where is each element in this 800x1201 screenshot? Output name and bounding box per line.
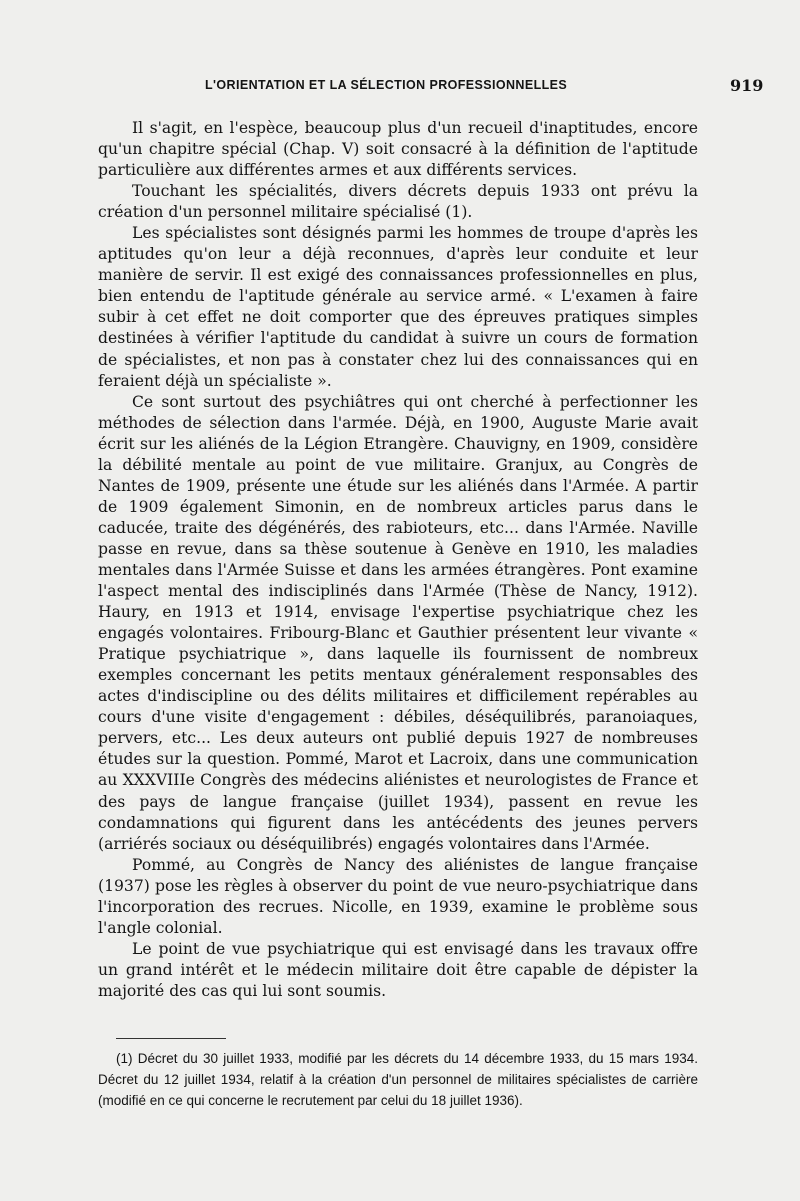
- paragraph: Le point de vue psychiatrique qui est envisagé dans les travaux offre un grand intérêt et le médecin militaire doit être capable de dépister la majorité des cas qui lui sont soumis.: [98, 939, 698, 1000]
- page-number: 919: [730, 76, 764, 95]
- paragraph: Ce sont surtout des psychiâtres qui ont cherché à perfectionner les méthodes de sélection dans l'armée. Déjà, en 1900, Auguste Marie avait écrit sur les aliénés de la Légion Etrangère. Chauvigny, en 1909, considère la débilité mentale au point de vue militaire. Granjux, au Congrès de Nantes de 1909, présente une étude sur les aliénés dans l'Armée. A partir de 1909 également Simonin, en de nombreux articles parus dans le caducée, traite des dégénérés, des rabioteurs, etc... dans l'Armée. Naville passe en revue, dans sa thèse soutenue à Genève en 1910, les maladies mentales dans l'Armée Suisse et dans les armées étrangères. Pont examine l'aspect mental des indisciplinés dans l'Armée (Thèse de Nancy, 1912). Haury, en 1913 et 1914, envisage l'expertise psychiatrique chez les engagés volontaires. Fribourg-Blanc et Gauthier présentent leur vivante « Pratique psychiatrique », dans laquelle ils fournissent de nombreux exemples concernant les petits mentaux généralement responsables des actes d'indiscipline ou des délits militaires et difficilement repérables au cours d'une visite d'engagement : débiles, déséquilibrés, paranoiaques, pervers, etc... Les deux auteurs ont publié depuis 1927 de nombreuses études sur la question. Pommé, Marot et Lacroix, dans une communication au XXXVIIIe Congrès des médecins aliénistes et neurologistes de France et des pays de langue française (juillet 1934), passent en revue les condamnations qui figurent dans les antécédents des jeunes pervers (arriérés sociaux ou déséquilibrés) engagés volontaires dans l'Armée.: [98, 392, 698, 853]
- running-header: [0, 76, 800, 98]
- running-title: L'ORIENTATION ET LA SÉLECTION PROFESSIONNELLES: [205, 78, 568, 92]
- paragraph: Il s'agit, en l'espèce, beaucoup plus d'un recueil d'inaptitudes, encore qu'un chapitre spécial (Chap. V) soit consacré à la définition de l'aptitude particulière aux différentes armes et aux différents services.: [98, 119, 698, 180]
- paragraph: Touchant les spécialités, divers décrets depuis 1933 ont prévu la création d'un personnel militaire spécialisé (1).: [98, 182, 698, 222]
- footnote: (1) Décret du 30 juillet 1933, modifié par les décrets du 14 décembre 1933, du 15 mars 1934. Décret du 12 juillet 1934, relatif à la création d'un personnel de militaires spécialistes de carrière (modifié en ce qui concerne le recrutement par celui du 18 juillet 1936).: [98, 1051, 698, 1108]
- footnote-divider: [116, 1038, 226, 1039]
- footnotes: [98, 1048, 698, 1111]
- paragraph: Pommé, au Congrès de Nancy des aliénistes de langue française (1937) pose les règles à observer du point de vue neuro-psychiatrique dans l'incorporation des recrues. Nicolle, en 1939, examine le problème sous l'angle colonial.: [98, 855, 698, 937]
- paragraph: Les spécialistes sont désignés parmi les hommes de troupe d'après les aptitudes qu'on leur a déjà reconnues, d'après leur conduite et leur manière de servir. Il est exigé des connaissances professionnelles en plus, bien entendu de l'aptitude générale au service armé. « L'examen à faire subir à cet effet ne doit comporter que des épreuves pratiques simples destinées à vérifier l'aptitude du candidat à suivre un cours de formation de spécialistes, et non pas à constater chez lui des connaissances qui en feraient déjà un spécialiste ».: [98, 224, 698, 390]
- body-text: [98, 118, 698, 1002]
